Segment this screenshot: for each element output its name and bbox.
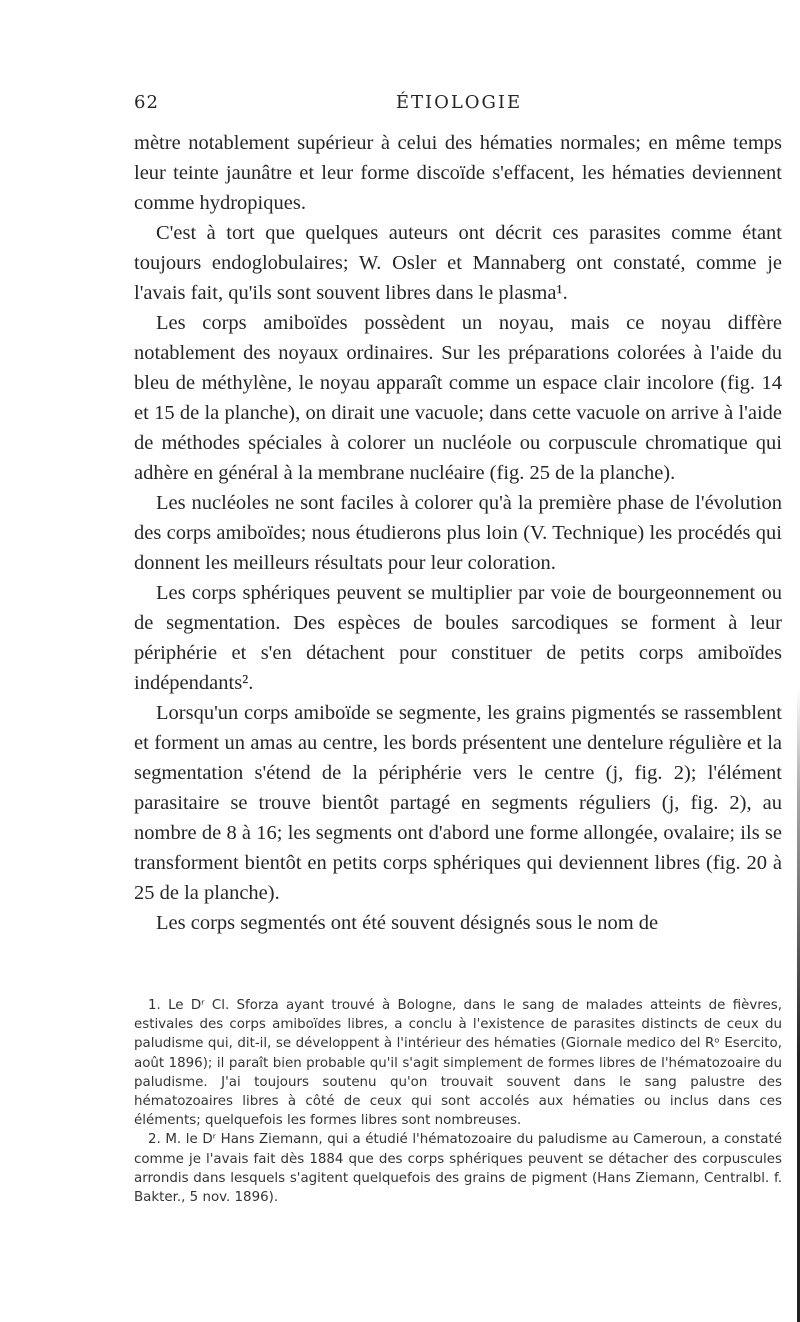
paragraph: Les corps amiboïdes possèdent un noyau, mais ce noyau diffère notablement des noyaux ordinaires. Sur les préparations colorées à l'aide du bleu de méthylène, le noyau apparaît comme un espace clair incolore (fig. 14 et 15 de la planche), on dirait une vacuole; dans cette vacuole on arrive à l'aide de méthodes spéciales à colorer un nucléole ou corpuscule chromatique qui adhère en général à la membrane nucléaire (fig. 25 de la planche). — [134, 312, 782, 484]
page-header — [134, 92, 784, 118]
paragraph: C'est à tort que quelques auteurs ont décrit ces parasites comme étant toujours endoglobulaires; W. Osler et Mannaberg ont constaté, comme je l'avais fait, qu'ils sont souvent libres dans le plasma¹. — [134, 222, 782, 304]
footnote: 1. Le Dʳ Cl. Sforza ayant trouvé à Bologne, dans le sang de malades atteints de fièvres, estivales des corps amiboïdes libres, a conclu à l'existence de parasites distincts de ceux du paludisme qui, dit-il, se développent à l'intérieur des hématies (Giornale medico del Rᵒ Esercito, août 1896); il paraît bien probable qu'il s'agit simplement de formes libres de l'hématozoaire du paludisme. J'ai toujours soutenu qu'on trouvait souvent dans le sang palustre des hématozoaires libres à côté de ceux qui sont accolés aux hématies ou inclus dans ces éléments; quelquefois les formes libres sont nombreuses. — [134, 998, 782, 1129]
paragraph: Les corps sphériques peuvent se multiplier par voie de bourgeonnement ou de segmentation. Des espèces de boules sarcodiques se forment à leur périphérie et s'en détachent pour constituer de petits corps amiboïdes indépendants². — [134, 582, 782, 694]
footnote: 2. M. le Dʳ Hans Ziemann, qui a étudié l'hématozoaire du paludisme au Cameroun, a constaté comme je l'avais fait dès 1884 que des corps sphériques peuvent se détacher des corpuscules arrondis dans lesquels s'agitent quelquefois des grains de pigment (Hans Ziemann, Centralbl. f. Bakter., 5 nov. 1896). — [134, 1132, 782, 1206]
paragraph: mètre notablement supérieur à celui des hématies normales; en même temps leur teinte jaunâtre et leur forme discoïde s'effacent, les hématies deviennent comme hydropiques. — [134, 132, 782, 214]
running-title: ÉTIOLOGIE — [395, 92, 523, 113]
paragraph: Lorsqu'un corps amiboïde se segmente, les grains pigmentés se rassemblent et forment un amas au centre, les bords présentent une dentelure régulière et la segmentation s'étend de la périphérie vers le centre (j, fig. 2); l'élément parasitaire se trouve bientôt partagé en segments réguliers (j, fig. 2), au nombre de 8 à 16; les segments ont d'abord une forme allongée, ovalaire; ils se transforment bientôt en petits corps sphériques qui deviennent libres (fig. 20 à 25 de la planche). — [134, 702, 782, 904]
paragraph: Les corps segmentés ont été souvent désignés sous le nom de — [156, 912, 659, 934]
body-text — [134, 128, 782, 938]
paragraph: Les nucléoles ne sont faciles à colorer qu'à la première phase de l'évolution des corps amiboïdes; nous étudierons plus loin (V. Technique) les procédés qui donnent les meilleurs résultats pour leur coloration. — [134, 492, 782, 574]
page-number: 62 — [134, 92, 159, 113]
footnotes — [134, 996, 782, 1207]
